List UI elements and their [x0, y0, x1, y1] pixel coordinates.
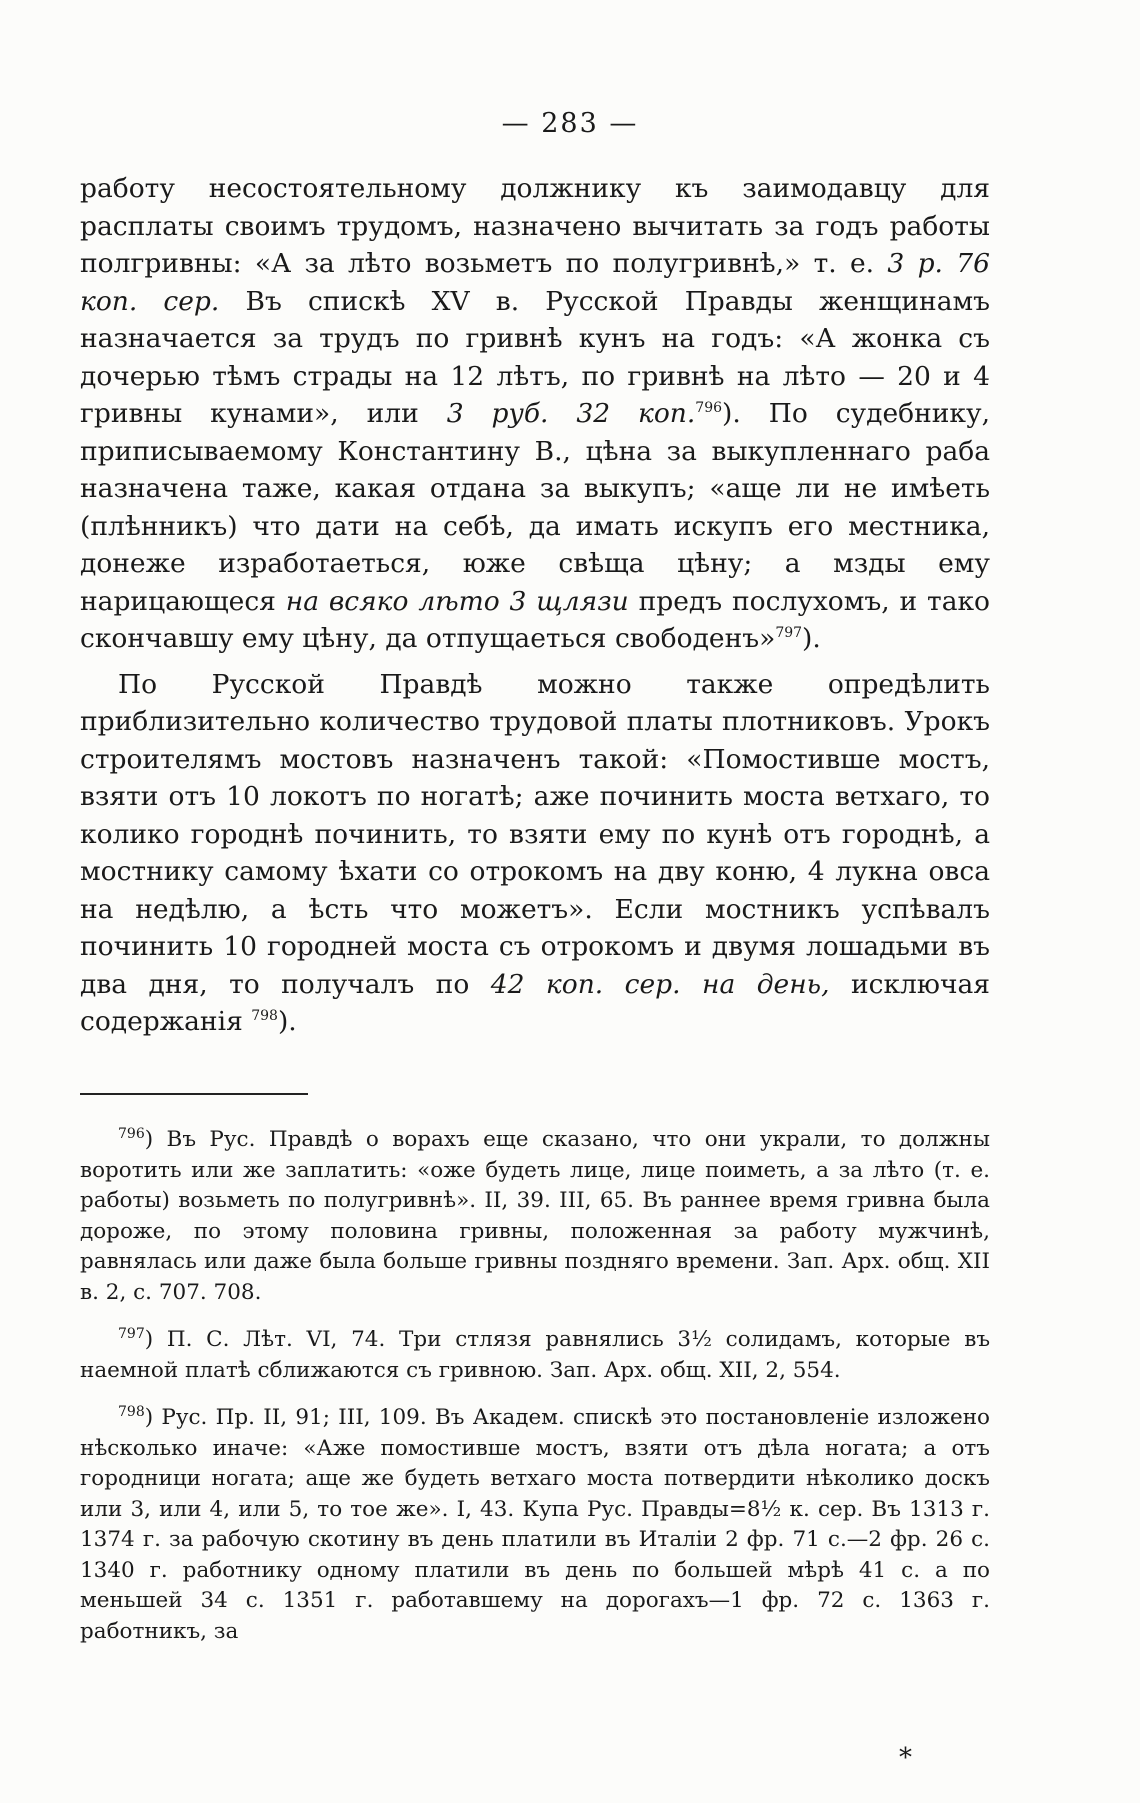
- main-text: [80, 170, 990, 1041]
- footnote-mark: 797: [118, 1325, 145, 1342]
- italic-amount: 42 коп. сер. на день,: [490, 968, 830, 1000]
- paragraph-1: [80, 170, 990, 658]
- footnote-796: [80, 1125, 990, 1308]
- text-run: исключая содержанія: [80, 968, 990, 1037]
- footnote-mark: 798: [118, 1403, 145, 1420]
- footnote-ref-798[interactable]: 798: [251, 1008, 278, 1025]
- footnote-ref-796[interactable]: 796: [695, 400, 723, 417]
- italic-quote: на всяко лѣто 3 щлязи: [285, 585, 629, 617]
- footnote-797: [80, 1325, 990, 1386]
- text-run: По Русской Правдѣ можно также опредѣлить приблизительно количество трудовой платы плотниковъ. Урокъ строителямъ мостовъ назначенъ такой: «Помостивше мостъ, взяти отъ 10 локотъ по ногатѣ; аже починить моста ветхаго, то колико городнѣ починить, то взяти ему по кунѣ отъ городнѣ, а мостнику самому ѣхати со отрокомъ на дву коню, 4 лукна овса на недѣлю, а ѣсть что можетъ». Если мостникъ успѣвалъ починить 10 городней моста съ отрокомъ и двумя лошадьми въ два дня, то получалъ по: [80, 668, 990, 1000]
- italic-amount: 3 руб. 32 коп.: [446, 398, 696, 429]
- footnote-divider: [80, 1093, 308, 1095]
- footnote-mark: 796: [118, 1125, 145, 1142]
- text-run: ). По судебнику, приписываемому Константину В., цѣна за выкупленнаго раба назначена таже, какая отдана за выкупъ; «аще ли не имѣеть (плѣнникъ) что дати на себѣ, да имать искупъ его местника, донеже изработаеться, юже свѣща цѣну; а мзды ему нарицающеся: [80, 398, 991, 617]
- text-run: Въ спискѣ XV в. Русской Правды женщинамъ назначается за трудъ по гривнѣ кунъ на годъ: «А жонка съ дочерью тѣмъ страды на 12 лѣтъ, по гривнѣ на лѣто — 20 и 4 гривны кунами», или: [80, 285, 990, 429]
- text-run: предъ послухомъ, и тако скончавшу ему цѣну, да отпущаеться свободенъ»: [80, 585, 991, 654]
- footnote-ref-797[interactable]: 797: [775, 625, 803, 642]
- text-run: работу несостоятельному должнику къ заимодавцу для расплаты своимъ трудомъ, назначено вычитать за годъ работы полгривны: «А за лѣто возьметъ по полугривнѣ,» т. е.: [80, 173, 990, 279]
- signature-mark: *: [899, 1743, 912, 1773]
- page-number: — 283 —: [501, 108, 639, 139]
- footnote-798: [80, 1403, 990, 1647]
- italic-amount: 3 р. 76 коп. сер.: [80, 248, 990, 317]
- footnotes: [80, 1125, 990, 1664]
- paragraph-2: [80, 666, 990, 1041]
- footnote-text: ) П. С. Лѣт. VI, 74. Три стлязя равнялись 3½ солидамъ, которые въ наемной платѣ сближаются съ гривною. Зап. Арх. общ. XII, 2, 554.: [80, 1327, 990, 1383]
- text-run: ).: [277, 1006, 297, 1037]
- footnote-text: ) Рус. Пр. II, 91; III, 109. Въ Академ. спискѣ это постановленіе изложено нѣсколько иначе: «Аже помостивше мостъ, взяти отъ дѣла ногата; а отъ городници ногата; аще же будеть ветхаго моста потвердити нѣколико доскъ или 3, или 4, или 5, то тое же». I, 43. Купа Рус. Правды=8½ к. сер. Въ 1313 г. 1374 г. за рабочую скотину въ день платили въ Италіи 2 фр. 71 с.—2 фр. 26 с. 1340 г. работнику одному платили въ день по большей мѣрѣ 41 с. а по меньшей 34 с. 1351 г. работавшему на дорогахъ—1 фр. 72 с. 1363 г. работникъ, за: [80, 1405, 990, 1644]
- text-run: ).: [802, 623, 821, 654]
- footnote-text: ) Въ Рус. Правдѣ о ворахъ еще сказано, что они украли, то должны воротить или же заплатить: «оже будеть лице, лице поиметь, а за лѣто (т. е. работы) возьметь по полугривнѣ». II, 39. III, 65. Въ раннее время гривна была дороже, по этому половина гривны, положенная за работу мужчинѣ, равнялась или даже была больше гривны поздняго времени. Зап. Арх. общ. XII в. 2, с. 707. 708.: [80, 1127, 990, 1305]
